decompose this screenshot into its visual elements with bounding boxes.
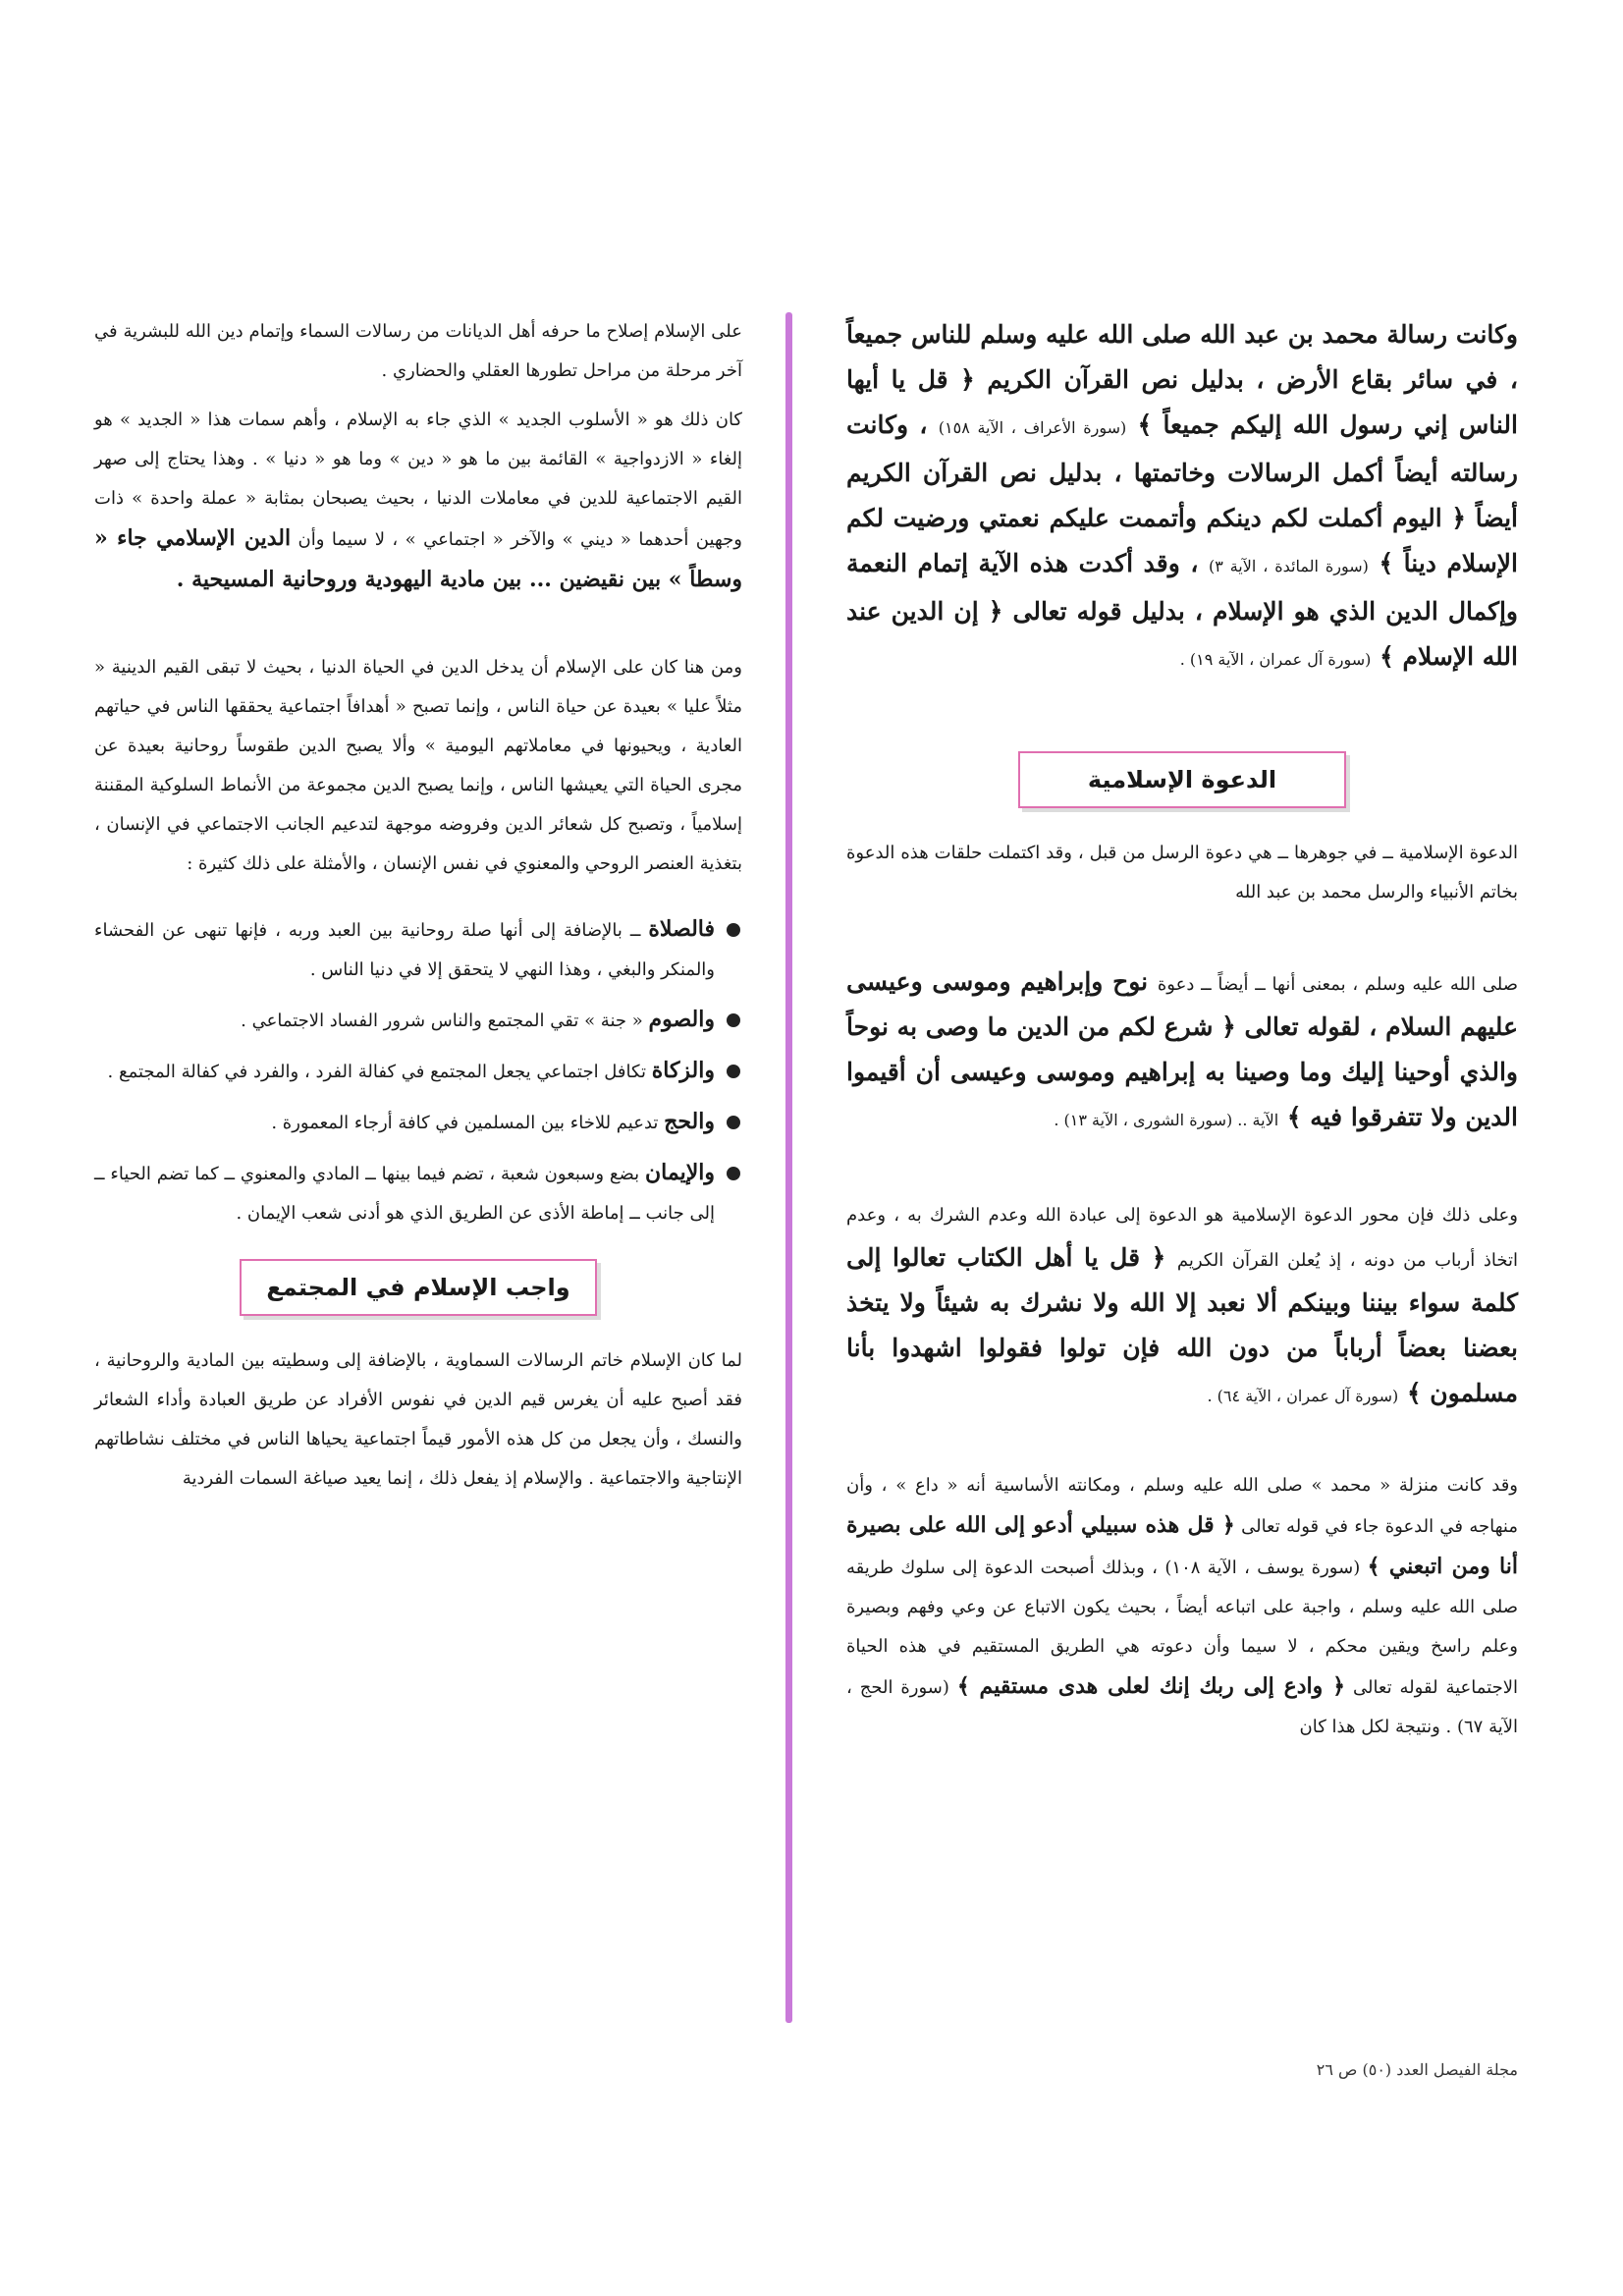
left-column [94,312,742,1499]
examples-list [94,909,742,1233]
paragraph: وقد كانت منزلة « محمد » صلى الله عليه وسلم ، ومكانته الأساسية أنه « داع » ، وأن منهاجه في الدعوة جاء في قوله تعالى ﴿ قل هذه سبيلي أدعو إلى الله على بصيرة أنا ومن اتبعني ﴾ (سورة يوسف ، الآية ١٠٨) ، وبذلك أصبحت الدعوة إلى سلوك طريقه صلى الله عليه وسلم ، واجبة على اتباعه أيضاً ، بحيث يكون الاتباع عن وعي وفهم وبصيرة وعلم راسخ ويقين محكم ، لا سيما وأن دعوته هي الطريق المستقيم في هذه الحياة الاجتماعية لقوله تعالى ﴿ وادع إلى ربك إنك لعلى هدى مستقيم ﴾ (سورة الحج ، الآية ٦٧) . ونتيجة لكل هذا كان [846,1475,1519,1737]
paragraph: صلى الله عليه وسلم ، بمعنى أنها ــ أيضاً ــ دعوة نوح وإبراهيم وموسى وعيسى عليهم السلام ، لقوله تعالى ﴿ شرع لكم من الدين ما وصى به نوحاً والذي أوحينا إليك وما وصينا به إبراهيم وموسى وعيسى أن أقيموا الدين ولا تتفرقوا فيه ﴾ الآية .. (سورة الشورى ، الآية ١٣) . [846,967,1518,1131]
list-item: والإيمان بضع وسبعون شعبة ، تضم فيما بينها ــ المادي والمعنوي ــ كما تضم الحياء ــ إلى جانب ــ إماطة الأذى عن الطريق الذي هو أدنى شعب الإيمان . [94,1153,742,1233]
column-divider [785,312,792,2023]
paragraph: الدعوة الإسلامية ــ في جوهرها ــ هي دعوة الرسل من قبل ، وقد اكتملت حلقات هذه الدعوة بخاتم الأنبياء والرسل محمد بن عبد الله [846,843,1518,902]
paragraph: كان ذلك هو « الأسلوب الجديد » الذي جاء به الإسلام ، وأهم سمات هذا « الجديد » هو إلغاء « الازدواجية » القائمة بين ما هو « دين » وما هو « دنيا » . وهذا يحتاج إلى صهر القيم الاجتماعية للدين في معاملات الدنيا ، بحيث يصبحان بمثابة « عملة واحدة » ذات وجهين أحدهما « ديني » والآخر « اجتماعي » ، لا سيما وأن الدين الإسلامي جاء « وسطاً » بين نقيضين ... بين مادية اليهودية وروحانية المسيحية . [94,410,742,592]
paragraph: على الإسلام إصلاح ما حرفه أهل الديانات من رسالات السماء وإتمام دين الله للبشرية في آخر مرحلة من مراحل تطورها العقلي والحضاري . [94,321,742,381]
list-item: والصوم « جنة » تقي المجتمع والناس شرور الفساد الاجتماعي . [94,1000,742,1041]
page-footer: مجلة الفيصل العدد (٥٠) ص ٢٦ [1316,2060,1518,2079]
paragraph: ومن هنا كان على الإسلام أن يدخل الدين في الحياة الدنيا ، بحيث لا تبقى القيم الدينية « مثلاً عليا » بعيدة عن حياة الناس ، وإنما تصبح « أهدافاً اجتماعية يحققها الناس في حياتهم العادية ، ويحيونها في معاملاتهم اليومية » وألا يصبح الدين طقوساً روحانية بعيدة عن مجرى الحياة التي يعيشها الناس ، وإنما يصبح الدين مجموعة من الأنماط السلوكية المقننة إسلامياً ، وتصبح كل شعائر الدين وفروضه موجهة لتدعيم الجانب الاجتماعي في الإنسان ، بتغذية العنصر الروحي والمعنوي في نفس الإنسان ، والأمثلة على ذلك كثيرة : [94,657,742,874]
paragraph: وكانت رسالة محمد بن عبد الله صلى الله عليه وسلم للناس جميعاً ، في سائر بقاع الأرض ، بدليل نص القرآن الكريم ﴿ قل يا أيها الناس إني رسول الله إليكم جميعاً ﴾ (سورة الأعراف ، الآية ١٥٨) ، وكانت رسالته أيضاً أكمل الرسالات وخاتمتها ، بدليل نص القرآن الكريم أيضاً ﴿ اليوم أكملت لكم دينكم وأتممت عليكم نعمتي ورضيت لكم الإسلام ديناً ﴾ (سورة المائدة ، الآية ٣) ، وقد أكدت هذه الآية إتمام النعمة وإكمال الدين الذي هو الإسلام ، بدليل قوله تعالى ﴿ إن الدين عند الله الإسلام ﴾ (سورة آل عمران ، الآية ١٩) . [846,320,1519,671]
list-item: والزكاة تكافل اجتماعي يجعل المجتمع في كفالة الفرد ، والفرد في كفالة المجتمع . [94,1051,742,1092]
list-item: فالصلاة ــ بالإضافة إلى أنها صلة روحانية بين العبد وربه ، فإنها تنهى عن الفحشاء والمنكر والبغي ، وهذا النهي لا يتحقق إلا في دنيا الناس . [94,909,742,990]
list-item: والحج تدعيم للاخاء بين المسلمين في كافة أرجاء المعمورة . [94,1102,742,1143]
section-heading-duty: واجب الإسلام في المجتمع [240,1259,597,1316]
paragraph: لما كان الإسلام خاتم الرسالات السماوية ، بالإضافة إلى وسطيته بين المادية والروحانية ، فقد أصبح عليه أن يغرس قيم الدين في نفوس الأفراد عن طريق العبادة وأداء الشعائر والنسك ، وأن يجعل من كل هذه الأمور قيماً اجتماعية يحياها الناس في مختلف نشاطاتهم الإنتاجية والاجتماعية . والإسلام إذ يفعل ذلك ، إنما يعيد صياغة السمات الفردية [94,1350,742,1489]
section-heading-dawa: الدعوة الإسلامية [1018,751,1346,808]
right-column [846,312,1518,1747]
paragraph: وعلى ذلك فإن محور الدعوة الإسلامية هو الدعوة إلى عبادة الله وعدم الشرك به ، وعدم اتخاذ أرباب من دونه ، إذ يُعلن القرآن الكريم ﴿ قل يا أهل الكتاب تعالوا إلى كلمة سواء بيننا وبينكم ألا نعبد إلا الله ولا نشرك به شيئاً ولا يتخذ بعضنا بعضاً أرباباً من دون الله فإن تولوا فقولوا اشهدوا بأنا مسلمون ﴾ (سورة آل عمران ، الآية ٦٤) . [846,1205,1518,1407]
